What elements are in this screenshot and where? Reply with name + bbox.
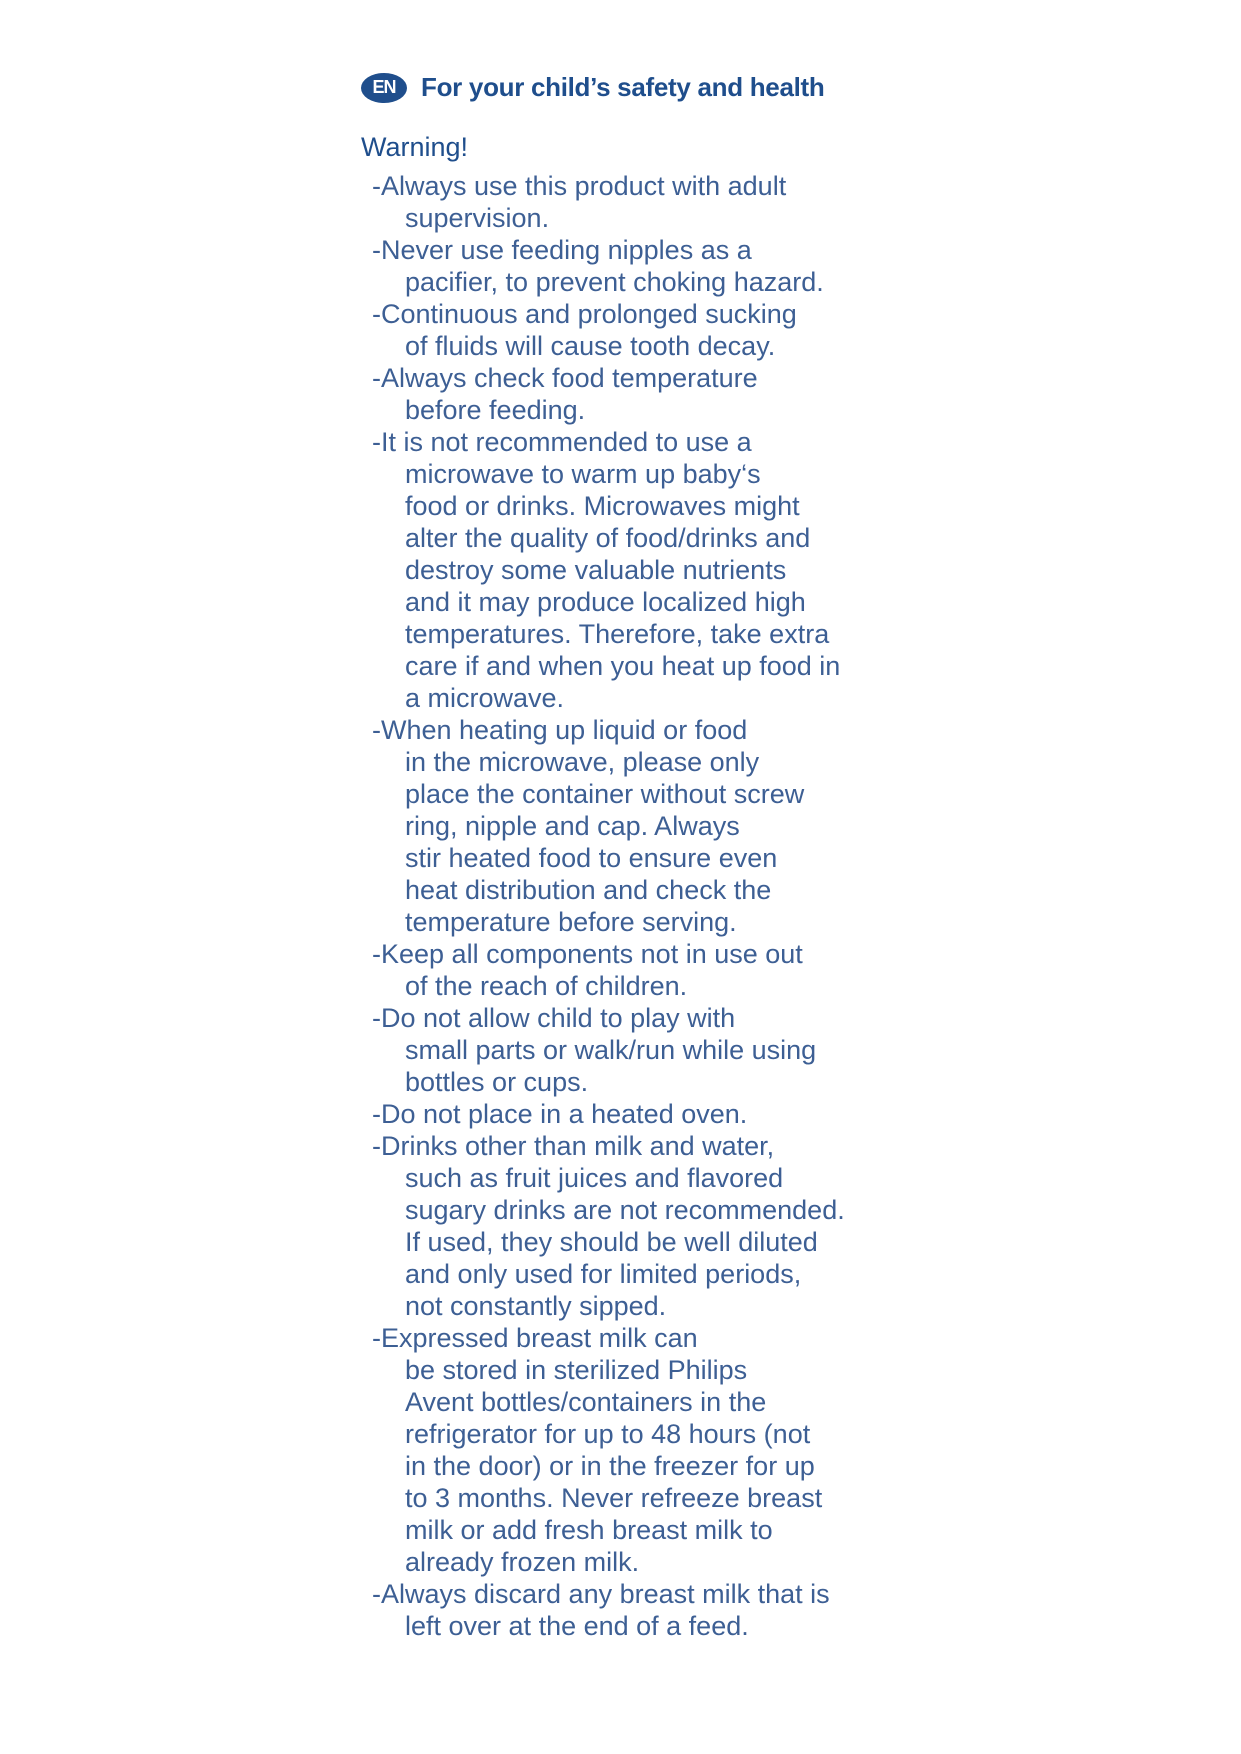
section-header: [361, 72, 824, 103]
warning-line: heat distribution and check the: [405, 875, 772, 905]
warning-line: alter the quality of food/drinks and: [405, 523, 811, 553]
warning-line: not constantly sipped.: [405, 1291, 667, 1321]
warning-line: -Always discard any breast milk that is: [372, 1579, 830, 1609]
warning-line: already frozen milk.: [405, 1547, 640, 1577]
warning-line: care if and when you heat up food in: [405, 651, 841, 681]
warning-line: pacifier, to prevent choking hazard.: [405, 267, 824, 297]
warning-item: [372, 234, 892, 298]
warning-line: food or drinks. Microwaves might: [405, 491, 800, 521]
warning-line: left over at the end of a feed.: [405, 1611, 749, 1641]
warning-item: [372, 714, 892, 938]
warning-line: and only used for limited periods,: [405, 1259, 802, 1289]
warning-line: in the door) or in the freezer for up: [405, 1451, 815, 1481]
warning-line: to 3 months. Never refreeze breast: [405, 1483, 823, 1513]
warning-line: microwave to warm up baby‘s: [405, 459, 761, 489]
warning-line: -Drinks other than milk and water,: [372, 1131, 775, 1161]
warning-line: -Expressed breast milk can: [372, 1323, 698, 1353]
warning-line: of fluids will cause tooth decay.: [405, 331, 776, 361]
warning-line: milk or add fresh breast milk to: [405, 1515, 773, 1545]
language-badge: EN: [361, 73, 407, 103]
warning-line: -Do not place in a heated oven.: [372, 1099, 748, 1129]
warning-item: [372, 1322, 892, 1578]
warning-line: -Continuous and prolonged sucking: [372, 299, 797, 329]
warning-line: destroy some valuable nutrients: [405, 555, 787, 585]
warning-line: temperature before serving.: [405, 907, 737, 937]
warning-heading: Warning!: [361, 132, 469, 162]
warning-item: [372, 1578, 892, 1642]
warning-item: [372, 170, 892, 234]
warning-line: be stored in sterilized Philips: [405, 1355, 748, 1385]
warning-item: [372, 298, 892, 362]
warning-line: -Do not allow child to play with: [372, 1003, 736, 1033]
warning-line: supervision.: [405, 203, 550, 233]
warning-line: and it may produce localized high: [405, 587, 806, 617]
warning-line: sugary drinks are not recommended.: [405, 1195, 845, 1225]
warning-line: such as fruit juices and flavored: [405, 1163, 784, 1193]
warning-line: -When heating up liquid or food: [372, 715, 748, 745]
warning-line: stir heated food to ensure even: [405, 843, 778, 873]
warning-line: of the reach of children.: [405, 971, 688, 1001]
warning-item: [372, 938, 892, 1002]
warning-line: place the container without screw: [405, 779, 805, 809]
warning-line: in the microwave, please only: [405, 747, 760, 777]
warning-line: a microwave.: [405, 683, 565, 713]
warning-line: small parts or walk/run while using: [405, 1035, 817, 1065]
warning-line: Avent bottles/containers in the: [405, 1387, 767, 1417]
warning-line: If used, they should be well diluted: [405, 1227, 818, 1257]
warning-line: ring, nipple and cap. Always: [405, 811, 740, 841]
warning-line: before feeding.: [405, 395, 586, 425]
warning-item: [372, 1002, 892, 1098]
warning-line: -It is not recommended to use a: [372, 427, 752, 457]
warning-item: [372, 426, 892, 714]
warning-line: bottles or cups.: [405, 1067, 589, 1097]
warning-item: [372, 1130, 892, 1322]
warning-line: -Always check food temperature: [372, 363, 758, 393]
page-title: For your child’s safety and health: [421, 72, 825, 102]
warning-item: [372, 362, 892, 426]
warning-list: [372, 170, 892, 1642]
warning-item: [372, 1098, 892, 1130]
warning-line: -Keep all components not in use out: [372, 939, 803, 969]
warning-line: temperatures. Therefore, take extra: [405, 619, 830, 649]
warning-line: refrigerator for up to 48 hours (not: [405, 1419, 811, 1449]
warning-line: -Never use feeding nipples as a: [372, 235, 752, 265]
warning-line: -Always use this product with adult: [372, 171, 787, 201]
